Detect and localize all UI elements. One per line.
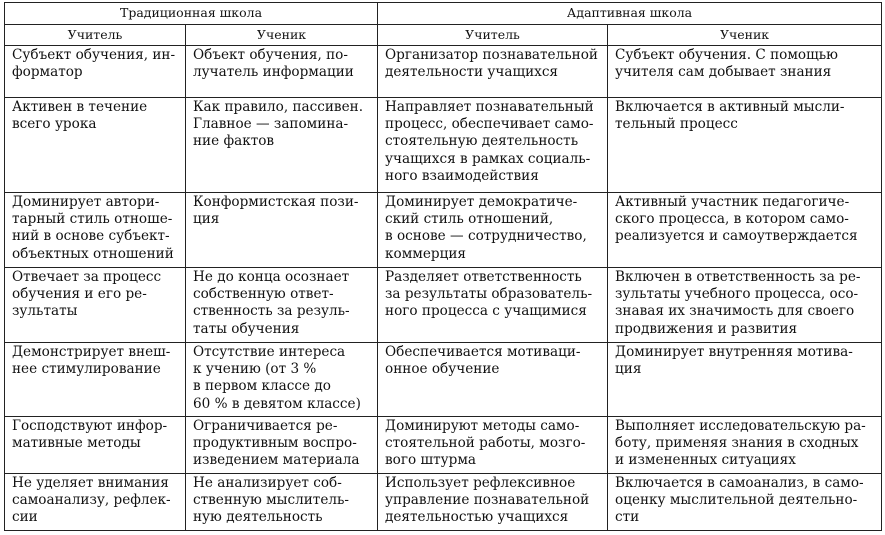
table-cell (378, 98, 608, 193)
table-cell (608, 268, 882, 343)
cell-text: Отвечает за процесс обучения и его ре- зультаты (12, 269, 162, 320)
table-cell (5, 417, 186, 474)
table-row (5, 417, 882, 474)
table-cell (5, 268, 186, 343)
table-cell (608, 474, 882, 531)
table-row (5, 343, 882, 417)
table-cell (608, 417, 882, 474)
cell-text: Объект обучения, по- лучатель информации (193, 47, 354, 81)
cell-text: Не уделяет внимания самоанализу, рефлек- сии (12, 475, 171, 526)
cell-text: Господствуют инфор- мативные методы (12, 418, 168, 452)
cell-text: Выполняет исследовательскую ра- боту, применяя знания в сходных и измененных ситуациях (615, 418, 866, 469)
table-cell (5, 98, 186, 193)
table-cell (5, 46, 186, 98)
table-cell (378, 417, 608, 474)
table-cell (378, 193, 608, 268)
cell-text: Не анализирует соб- ственную мыслитель- ную деятельность (193, 475, 350, 526)
table-cell (378, 268, 608, 343)
cell-text: Отсутствие интереса к учению (от 3 % в первом классе до 60 % в девятом классе) (193, 344, 361, 412)
cell-text: Активен в течение всего урока (12, 99, 148, 133)
sub-header-adaptive-teacher: Учитель (378, 25, 608, 46)
table-cell (186, 98, 378, 193)
cell-text: Обеспечивается мотиваци- онное обучение (385, 344, 581, 378)
cell-text: Разделяет ответственность за результаты образователь- ного процесса с учащимися (385, 269, 593, 320)
cell-text: Конформистская пози- ция (193, 194, 359, 228)
cell-text: Ограничивается ре- продуктивным воспро- изведением материала (193, 418, 360, 469)
cell-text: Субъект обучения. С помощью учителя сам добывает знания (615, 47, 838, 81)
table-cell (5, 343, 186, 417)
table-cell (378, 474, 608, 531)
cell-text: Доминирует демократиче- ский стиль отношений, в основе — сотрудничество, коммерция (385, 194, 587, 262)
table-row (5, 98, 882, 193)
table-row (5, 474, 882, 531)
group-header-row (5, 3, 882, 25)
table-row (5, 268, 882, 343)
table-cell (608, 46, 882, 98)
table-cell (608, 98, 882, 193)
comparison-table (4, 2, 882, 531)
sub-header-row (5, 25, 882, 46)
table-cell (186, 417, 378, 474)
table-cell (378, 46, 608, 98)
cell-text: Демонстрирует внеш- нее стимулирование (12, 344, 171, 378)
group-header-traditional: Традиционная школа (5, 3, 378, 25)
cell-text: Активный участник педагогиче- ского процесса, в котором само- реализуется и самоутверждается (615, 194, 858, 245)
cell-text: Включается в самоанализ, в само- оценку мыслительной деятельно- сти (615, 475, 864, 526)
sub-header-traditional-student: Ученик (186, 25, 378, 46)
table-cell (378, 343, 608, 417)
table-cell (186, 193, 378, 268)
table-row (5, 46, 882, 98)
cell-text: Доминируют методы само- стоятельной работы, мозго- вого штурма (385, 418, 586, 469)
table-cell (186, 474, 378, 531)
cell-text: Доминирует внутренняя мотива- ция (615, 344, 853, 378)
group-header-adaptive: Адаптивная школа (378, 3, 882, 25)
cell-text: Как правило, пассивен. Главное — запомина- ние фактов (193, 99, 364, 150)
cell-text: Субъект обучения, ин- форматор (12, 47, 176, 81)
table-cell (608, 193, 882, 268)
table-cell (5, 193, 186, 268)
cell-text: Включен в ответственность за ре- зультаты учебного процесса, осо- знавая их значимость для своего продвижения и развития (615, 269, 861, 337)
table-cell (186, 343, 378, 417)
table-cell (186, 268, 378, 343)
cell-text: Использует рефлексивное управление познавательной деятельностью учащихся (385, 475, 590, 526)
table-cell (5, 474, 186, 531)
cell-text: Направляет познавательный процесс, обеспечивает само- стоятельную деятельность учащихся в рамках социаль- ного взаимодействия (385, 99, 594, 184)
table-cell (608, 343, 882, 417)
cell-text: Не до конца осознает собственную ответ- ственность за резуль- таты обучения (193, 269, 350, 337)
cell-text: Организатор познавательной деятельности учащихся (385, 47, 598, 81)
table-cell (186, 46, 378, 98)
cell-text: Доминирует автори- тарный стиль отноше- ний в основе субъект- объектных отношений (12, 194, 174, 262)
comparison-table-container (4, 2, 881, 531)
sub-header-traditional-teacher: Учитель (5, 25, 186, 46)
table-row (5, 193, 882, 268)
sub-header-adaptive-student: Ученик (608, 25, 882, 46)
cell-text: Включается в активный мысли- тельный процесс (615, 99, 845, 133)
